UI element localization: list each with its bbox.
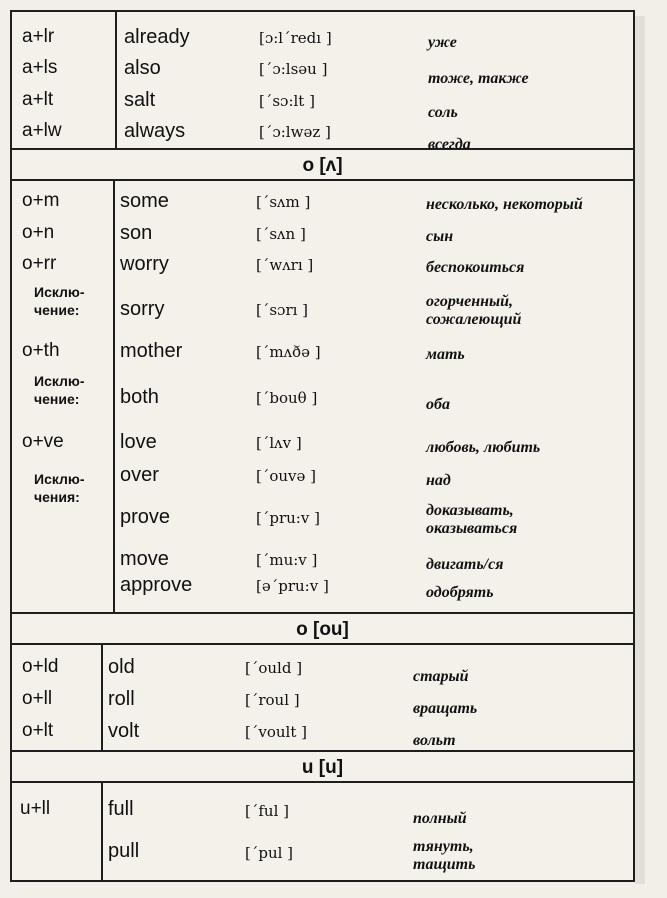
- transcription-cell: [ˊbouθ ]: [256, 389, 318, 407]
- rule-cell: o+lt: [22, 720, 54, 741]
- transcription-cell: [ˊpru:v ]: [256, 509, 320, 527]
- word-cell: already: [124, 26, 190, 48]
- section-o-lambda: [12, 150, 633, 614]
- rule-cell: o+ld: [22, 656, 59, 677]
- rule-cell: u+ll: [20, 798, 51, 819]
- transcription-cell: [ˊsɔrı ]: [256, 301, 309, 319]
- translation-cell: любовь, любить: [426, 439, 541, 456]
- transcription-cell: [ˊmʌðə ]: [256, 343, 321, 361]
- translation-cell: старый: [413, 668, 469, 685]
- column-divider: [101, 645, 103, 750]
- rule-cell: a+lr: [22, 26, 55, 47]
- rule-cell: o+m: [22, 190, 60, 211]
- section-a-l: [12, 12, 633, 153]
- translation-cell: тоже, также: [428, 70, 529, 87]
- column-divider: [113, 181, 115, 612]
- word-cell: move: [120, 548, 169, 570]
- word-cell: mother: [120, 340, 183, 362]
- translation-cell: мать: [426, 346, 465, 363]
- rule-cell: o+ll: [22, 688, 53, 709]
- translation-cell: несколько, некоторый: [426, 196, 583, 213]
- transcription-cell: [ˊsʌn ]: [256, 225, 306, 243]
- translation-cell: одобрять: [426, 584, 494, 601]
- transcription-cell: [ˊsɔ:lt ]: [259, 92, 315, 110]
- transcription-cell: [ˊsʌm ]: [256, 193, 311, 211]
- transcription-cell: [ˊroul ]: [245, 691, 300, 709]
- rule-cell: a+ls: [22, 57, 58, 78]
- translation-cell: беспокоиться: [426, 259, 525, 276]
- transcription-cell: [ˊouvə ]: [256, 467, 317, 485]
- transcription-cell: [ˊɔ:lwəz ]: [259, 123, 331, 141]
- transcription-cell: [əˊpru:v ]: [256, 577, 329, 595]
- transcription-cell: [ˊɔ:lsəu ]: [259, 60, 328, 78]
- rule-cell: o+ve: [22, 431, 64, 452]
- translation-cell: над: [426, 472, 451, 489]
- word-cell: pull: [108, 840, 140, 862]
- column-divider: [115, 12, 117, 148]
- exception-label: Исклю- чение:: [34, 284, 85, 318]
- transcription-cell: [ɔ:lˊredı ]: [259, 29, 332, 47]
- word-cell: salt: [124, 89, 156, 111]
- section-header: о [ou]: [12, 614, 633, 645]
- translation-cell: доказывать, оказываться: [426, 502, 518, 537]
- translation-cell: уже: [428, 34, 457, 51]
- transcription-cell: [ˊmu:v ]: [256, 551, 318, 569]
- translation-cell: вольт: [413, 732, 456, 749]
- word-cell: always: [124, 120, 186, 142]
- word-cell: volt: [108, 720, 140, 742]
- exception-label: Исклю- чения:: [34, 471, 85, 505]
- word-cell: love: [120, 431, 157, 453]
- transcription-cell: [ˊwʌrı ]: [256, 256, 314, 274]
- transcription-cell: [ˊpul ]: [245, 844, 294, 862]
- section-header: о [ʌ]: [12, 150, 633, 181]
- word-cell: sorry: [120, 298, 165, 320]
- transcription-cell: [ˊould ]: [245, 659, 303, 677]
- translation-cell: двигать/ся: [426, 556, 504, 573]
- word-cell: also: [124, 57, 161, 79]
- phonetics-table: [10, 10, 635, 882]
- section-u: [12, 752, 633, 880]
- word-cell: worry: [120, 253, 169, 275]
- word-cell: roll: [108, 688, 135, 710]
- word-cell: old: [108, 656, 135, 678]
- rule-cell: a+lt: [22, 89, 54, 110]
- word-cell: over: [120, 464, 159, 486]
- translation-cell: тянуть, тащить: [413, 838, 476, 873]
- translation-cell: полный: [413, 810, 467, 827]
- translation-cell: огорченный, сожалеющий: [426, 293, 522, 328]
- translation-cell: оба: [426, 396, 450, 413]
- rule-cell: o+th: [22, 340, 60, 361]
- translation-cell: всегда: [428, 136, 471, 153]
- exception-label: Исклю- чение:: [34, 373, 85, 407]
- word-cell: both: [120, 386, 159, 408]
- section-o-ou: [12, 614, 633, 752]
- column-divider: [101, 783, 103, 880]
- word-cell: son: [120, 222, 153, 244]
- word-cell: full: [108, 798, 134, 820]
- translation-cell: сын: [426, 228, 454, 245]
- translation-cell: вращать: [413, 700, 478, 717]
- word-cell: prove: [120, 506, 171, 528]
- word-cell: approve: [120, 574, 193, 596]
- transcription-cell: [ˊful ]: [245, 802, 289, 820]
- translation-cell: соль: [428, 104, 458, 121]
- rule-cell: a+lw: [22, 120, 62, 141]
- transcription-cell: [ˊlʌv ]: [256, 434, 302, 452]
- section-header: u [u]: [12, 752, 633, 783]
- rule-cell: o+rr: [22, 253, 57, 274]
- rule-cell: o+n: [22, 222, 55, 243]
- word-cell: some: [120, 190, 169, 212]
- transcription-cell: [ˊvoult ]: [245, 723, 307, 741]
